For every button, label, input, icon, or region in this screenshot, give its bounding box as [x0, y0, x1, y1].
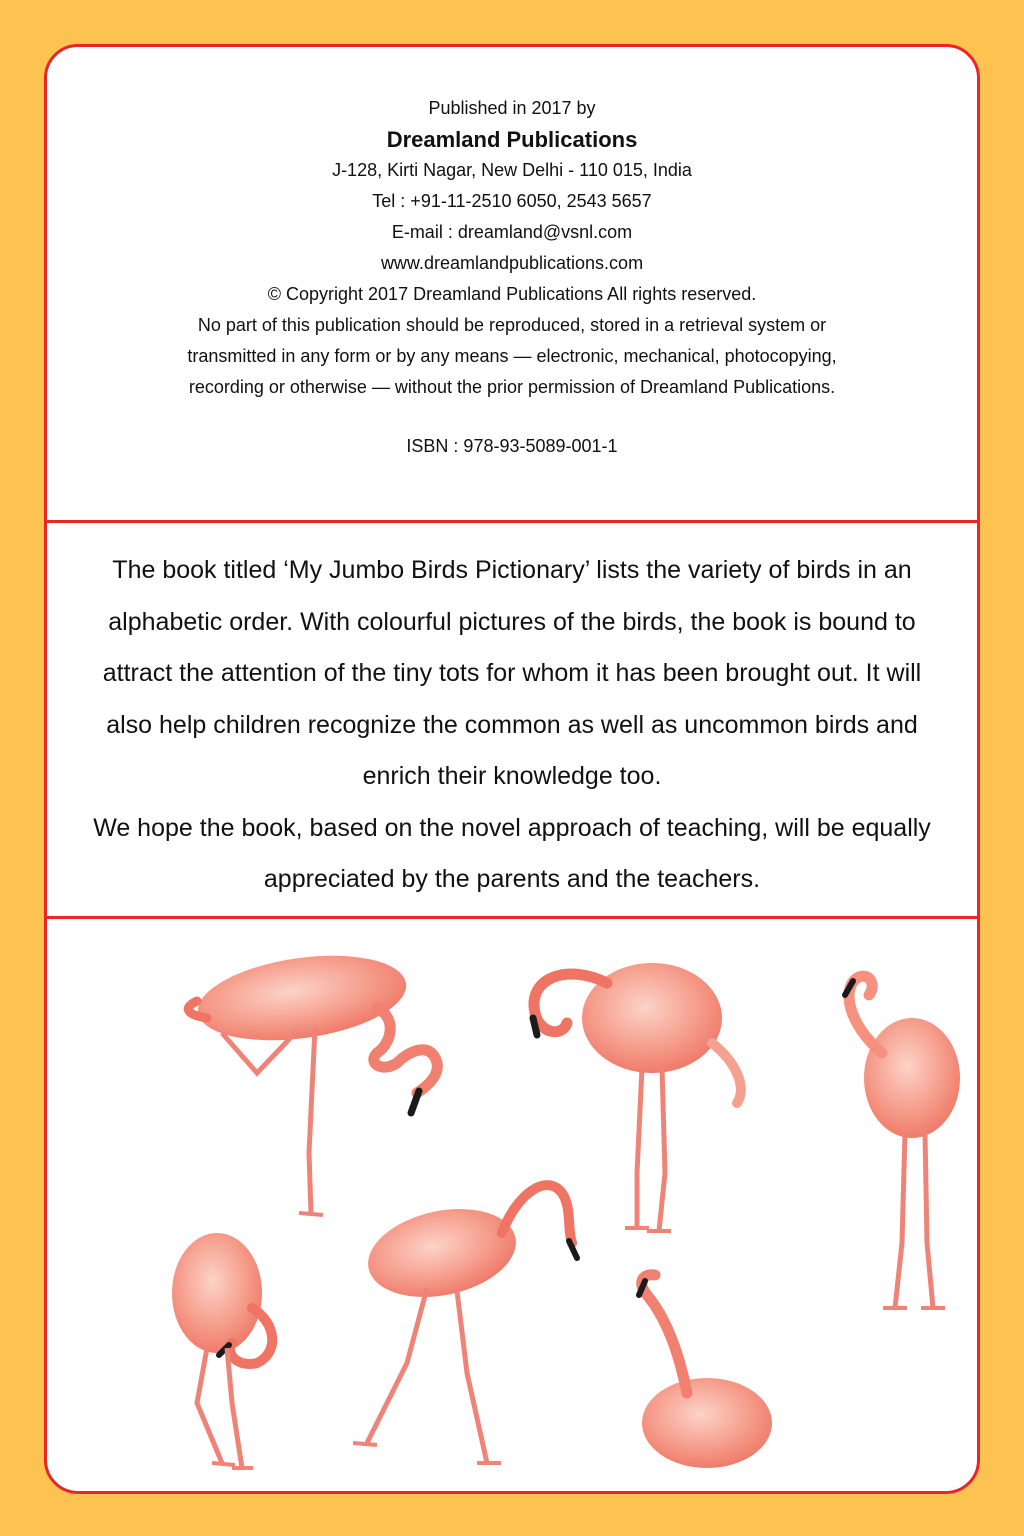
description-line: attract the attention of the tiny tots for whom it has been brought out. It will: [102, 659, 922, 687]
flamingo-image: [172, 1233, 272, 1468]
spacer: [47, 403, 977, 431]
published-line: Published in 2017 by: [428, 98, 596, 118]
description-line: enrich their knowledge too.: [362, 762, 662, 790]
copyright-notice: © Copyright 2017 Dreamland Publications All rights reserved.: [267, 284, 757, 304]
page-card: [44, 44, 980, 1494]
publisher-email: E-mail : dreamland@vsnl.com: [391, 222, 633, 242]
book-description: [77, 545, 947, 906]
flamingo-illustration: [47, 923, 977, 1491]
description-line: We hope the book, based on the novel approach of teaching, will be equally: [93, 813, 931, 842]
flamingo-image: [353, 1185, 577, 1463]
publisher-website: www.dreamlandpublications.com: [380, 253, 644, 273]
publisher-address: J-128, Kirti Nagar, New Delhi - 110 015, India: [332, 160, 692, 180]
isbn: ISBN : 978-93-5089-001-1: [406, 436, 618, 456]
description-line: alphabetic order. With colourful pictures of the birds, the book is bound to: [108, 607, 916, 636]
flamingo-image: [845, 976, 960, 1308]
publisher-name: Dreamland Publications: [386, 127, 638, 152]
section-divider: [47, 916, 977, 919]
publisher-tel: Tel : +91-11-2510 6050, 2543 5657: [372, 191, 652, 211]
rights-line: transmitted in any form or by any means — electronic, mechanical, photocopying,: [187, 346, 837, 366]
description-line: appreciated by the parents and the teachers.: [263, 865, 761, 893]
flamingo-image: [188, 944, 437, 1215]
imprint-block: [47, 93, 977, 462]
rights-line: recording or otherwise — without the prior permission of Dreamland Publications.: [188, 377, 836, 397]
description-line: also help children recognize the common as well as uncommon birds and: [106, 710, 918, 739]
rights-line: No part of this publication should be reproduced, stored in a retrieval system or: [197, 315, 827, 335]
description-line: The book titled ‘My Jumbo Birds Pictionary’ lists the variety of birds in an: [112, 556, 912, 584]
section-divider: [47, 520, 977, 523]
flamingo-image: [639, 1275, 772, 1468]
